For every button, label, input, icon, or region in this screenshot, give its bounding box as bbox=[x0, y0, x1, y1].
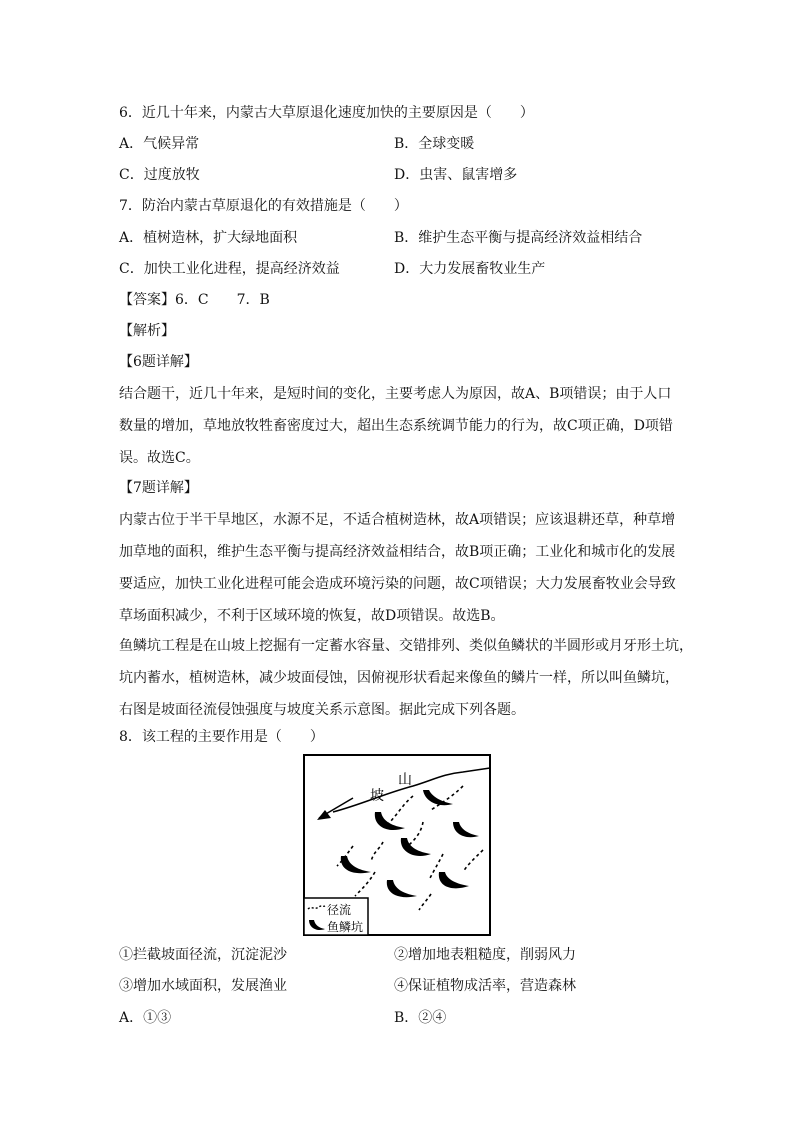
q8-option-4: ④保证植物成活率，营造森林 bbox=[394, 978, 576, 994]
intro-line: 鱼鳞坑工程是在山坡上挖掘有一定蓄水容量、交错排列、类似鱼鳞状的半圆形或月牙形土坑， bbox=[119, 638, 693, 654]
q7-stem: 7．防治内蒙古草原退化的有效措施是（ ） bbox=[119, 198, 408, 214]
q8-stem: 8．该工程的主要作用是（ ） bbox=[119, 729, 324, 745]
q6-option-c: C．过度放牧 bbox=[119, 167, 200, 183]
q7-detail-line: 要适应，加快工业化进程可能会造成环境污染的问题，故C项错误；大力发展畜牧业会导致 bbox=[119, 576, 676, 592]
q7-option-b: B．维护生态平衡与提高经济效益相结合 bbox=[394, 230, 643, 246]
q7-option-d: D．大力发展畜牧业生产 bbox=[394, 261, 546, 277]
q6-detail-label: 【6题详解】 bbox=[119, 354, 198, 370]
q6-stem: 6．近几十年来，内蒙古大草原退化速度加快的主要原因是（ ） bbox=[119, 105, 534, 121]
fish-scale-pit-figure bbox=[303, 754, 491, 936]
q7-option-c: C．加快工业化进程，提高经济效益 bbox=[119, 261, 340, 277]
legend-runoff-label: 径流 bbox=[327, 903, 352, 917]
q8-option-2: ②增加地表粗糙度，削弱风力 bbox=[394, 947, 576, 963]
legend-pit-label: 鱼鳞坑 bbox=[327, 920, 364, 934]
q6-detail-line: 结合题干，近几十年来，是短时间的变化，主要考虑人为原因，故A、B项错误；由于人口 bbox=[119, 386, 672, 402]
q6-detail-line: 误。故选C。 bbox=[119, 450, 200, 466]
q8-choice-b: B．②④ bbox=[394, 1010, 447, 1026]
q8-option-1: ①拦截坡面径流，沉淀泥沙 bbox=[119, 947, 287, 963]
q6-option-a: A．气候异常 bbox=[119, 136, 200, 152]
analysis-label: 【解析】 bbox=[119, 323, 175, 339]
q6-detail-line: 数量的增加，草地放牧牲畜密度过大，超出生态系统调节能力的行为，故C项正确，D项错 bbox=[119, 418, 673, 434]
q7-option-a: A．植树造林，扩大绿地面积 bbox=[119, 230, 298, 246]
label-shan: 山 bbox=[398, 772, 412, 788]
q7-detail-paragraph bbox=[119, 504, 675, 632]
intro-line: 右图是坡面径流侵蚀强度与坡度关系示意图。据此完成下列各题。 bbox=[119, 702, 525, 718]
q8-choice-a: A．①③ bbox=[119, 1010, 172, 1026]
q7-detail-line: 加草地的面积，维护生态平衡与提高经济效益相结合，故B项正确；工业化和城市化的发展 bbox=[119, 544, 676, 560]
q7-detail-line: 内蒙古位于半干旱地区，水源不足，不适合植树造林，故A项错误；应该退耕还草，种草增 bbox=[119, 512, 676, 528]
q6-detail-paragraph bbox=[119, 378, 675, 474]
q7-detail-label: 【7题详解】 bbox=[119, 480, 198, 496]
label-po: 坡 bbox=[370, 788, 384, 804]
q6-option-b: B．全球变暖 bbox=[394, 136, 475, 152]
q8-option-3: ③增加水域面积，发展渔业 bbox=[119, 978, 287, 994]
answer-line: 【答案】6．C 7．B bbox=[119, 292, 270, 308]
q6-option-d: D．虫害、鼠害增多 bbox=[394, 167, 518, 183]
q7-detail-line: 草场面积减少，不利于区域环境的恢复，故D项错误。故选B。 bbox=[119, 608, 505, 624]
intro-line: 坑内蓄水，植树造林，减少坡面侵蚀，因俯视形状看起来像鱼的鳞片一样，所以叫鱼鳞坑， bbox=[119, 670, 679, 686]
intro-paragraph bbox=[119, 630, 693, 726]
